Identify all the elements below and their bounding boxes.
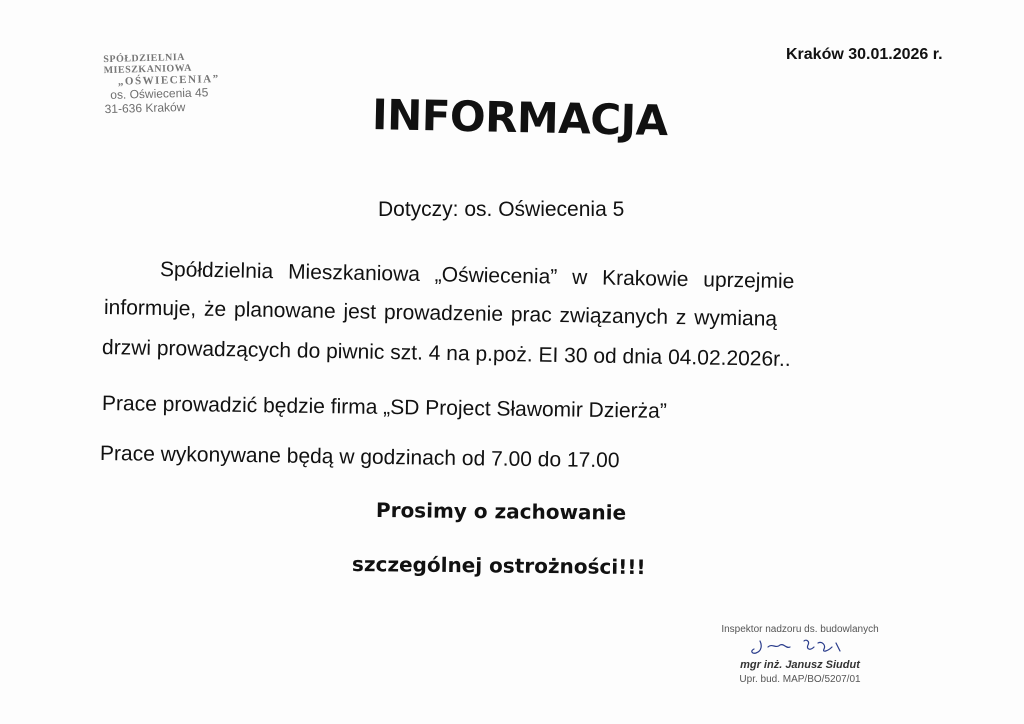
signature-role: Inspektor nadzoru ds. budowlanych <box>721 624 879 635</box>
signature-name: mgr inż. Janusz Siudut <box>740 659 860 671</box>
handwritten-signature <box>740 635 860 659</box>
stamp-line-2: „OŚWIECENIA” <box>117 73 220 88</box>
stamp-line-3: os. Oświecenia 45 <box>110 85 209 102</box>
page-title: INFORMACJA <box>371 90 669 146</box>
subject-line: Dotyczy: os. Oświecenia 5 <box>378 198 625 221</box>
notice-line-1: Prosimy o zachowanie <box>375 498 627 525</box>
cooperative-stamp <box>103 50 265 116</box>
body-line-1: Spółdzielnia Mieszkaniowa „Oświecenia” w Krakowie uprzejmie <box>159 258 795 294</box>
body-line-contractor: Prace prowadzić będzie firma „SD Project Sławomir Dzierża” <box>101 392 667 423</box>
notice-line-2: szczególnej ostrożności!!! <box>351 552 646 580</box>
stamp-line-1: SPÓŁDZIELNIA MIESZKANIOWA <box>103 51 193 77</box>
signature-license: Upr. bud. MAP/BO/5207/01 <box>739 674 861 685</box>
document-date: Kraków 30.01.2026 r. <box>786 46 943 63</box>
body-line-3: drzwi prowadzących do piwnic szt. 4 na p.poż. EI 30 od dnia 04.02.2026r.. <box>101 336 791 372</box>
body-line-hours: Prace wykonywane będą w godzinach od 7.00 do 17.00 <box>99 442 620 473</box>
stamp-line-4: 31-636 Kraków <box>104 99 186 117</box>
body-line-2: informuje, że planowane jest prowadzenie prac związanych z wymianą <box>103 296 778 331</box>
signature-block <box>700 624 900 685</box>
